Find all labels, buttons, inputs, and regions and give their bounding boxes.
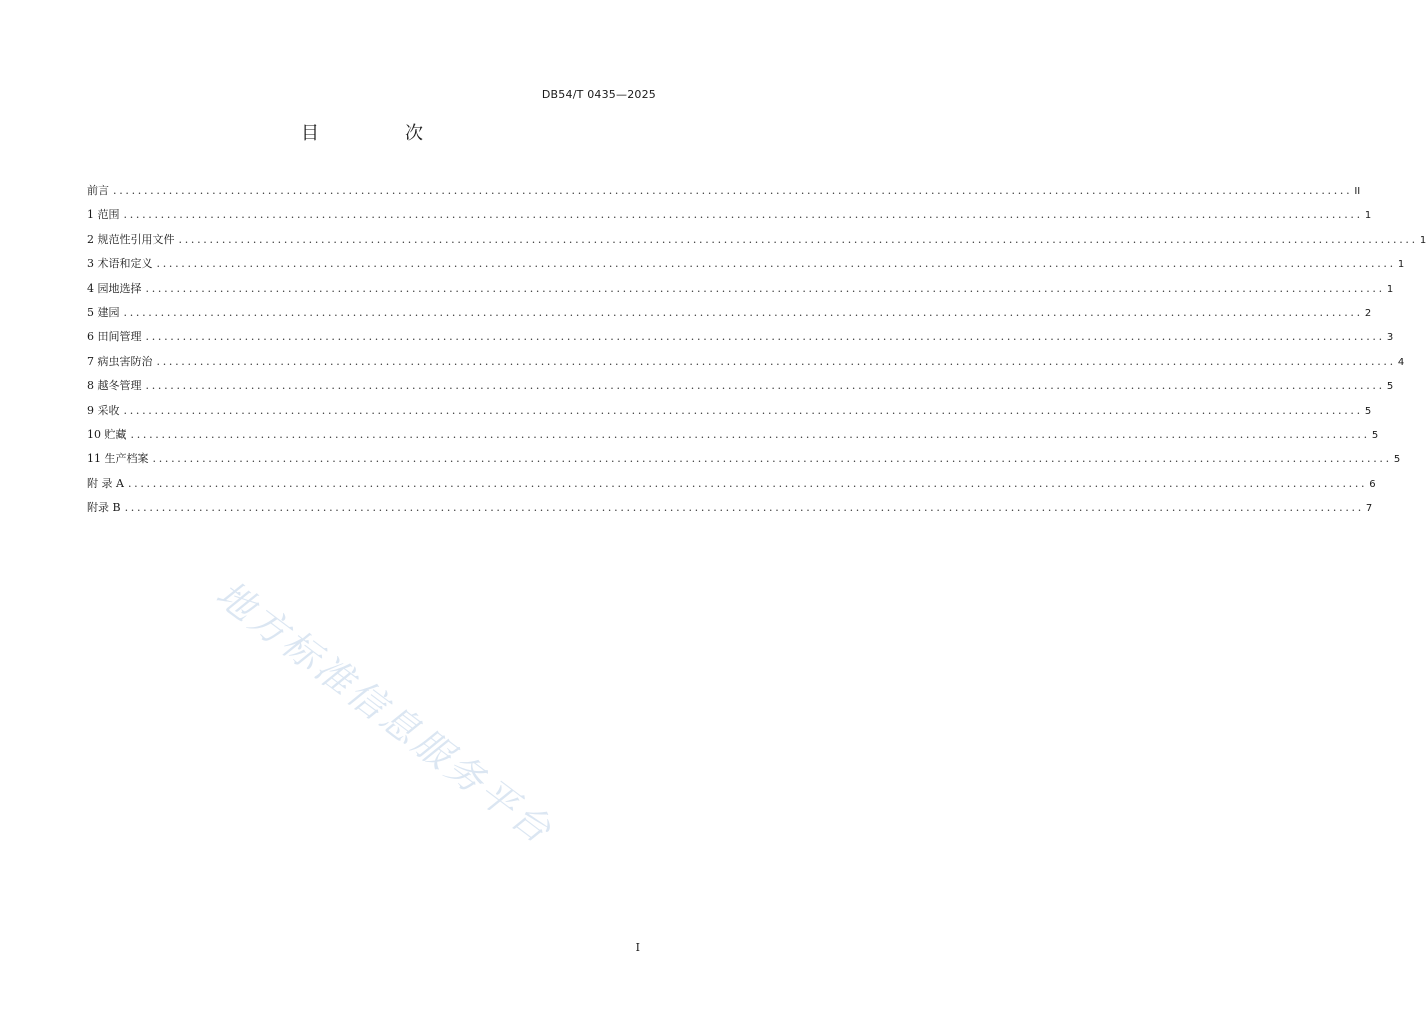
toc-dot-leader: ........................................................................................................................................................................................................ bbox=[156, 354, 1396, 368]
toc-item-overwintering[interactable] bbox=[87, 376, 1394, 400]
toc-item-scope[interactable] bbox=[87, 205, 1372, 229]
toc-item-production-records[interactable] bbox=[87, 449, 1401, 473]
toc-dot-leader: ........................................................................................................................................................................................................ bbox=[127, 476, 1368, 490]
toc-dot-leader: ........................................................................................................................................................................................................ bbox=[178, 232, 1418, 246]
toc-dot-leader: ........................................................................................................................................................................................................ bbox=[145, 330, 1385, 344]
toc-item-label: 2 规范性引用文件 bbox=[87, 232, 175, 246]
toc-dot-leader: ........................................................................................................................................................................................................ bbox=[113, 184, 1353, 197]
toc-item-label: 6 田间管理 bbox=[87, 330, 142, 344]
standard-code: DB54/T 0435—2025 bbox=[541, 88, 656, 101]
toc-dot-leader: ........................................................................................................................................................................................................ bbox=[123, 403, 1363, 417]
toc-dot-leader: ........................................................................................................................................................................................................ bbox=[123, 305, 1363, 319]
table-of-contents bbox=[87, 181, 1426, 522]
toc-item-label: 附 录 A bbox=[87, 476, 124, 490]
toc-dot-leader: ........................................................................................................................................................................................................ bbox=[123, 208, 1363, 222]
page-title: 目 次 bbox=[301, 123, 457, 144]
toc-item-foreword[interactable] bbox=[87, 181, 1361, 205]
toc-item-page: 2 bbox=[1364, 307, 1372, 319]
toc-item-page: 1 bbox=[1397, 259, 1405, 271]
toc-dot-leader: ........................................................................................................................................................................................................ bbox=[156, 257, 1396, 271]
toc-item-page: 5 bbox=[1386, 381, 1394, 393]
toc-dot-leader: ........................................................................................................................................................................................................ bbox=[145, 379, 1385, 393]
toc-item-page: 1 bbox=[1364, 210, 1372, 222]
toc-item-label: 4 园地选择 bbox=[87, 281, 142, 295]
toc-item-harvest[interactable] bbox=[87, 401, 1372, 425]
toc-item-page: 4 bbox=[1397, 356, 1405, 368]
toc-item-terms-definitions[interactable] bbox=[87, 254, 1405, 278]
toc-dot-leader: ........................................................................................................................................................................................................ bbox=[124, 501, 1364, 515]
toc-item-label: 10 贮藏 bbox=[87, 427, 127, 441]
toc-item-page: 5 bbox=[1393, 454, 1401, 466]
toc-item-field-management[interactable] bbox=[87, 327, 1394, 351]
toc-item-establishment[interactable] bbox=[87, 303, 1372, 327]
toc-item-label: 5 建园 bbox=[87, 305, 120, 319]
toc-dot-leader: ........................................................................................................................................................................................................ bbox=[152, 452, 1392, 466]
toc-dot-leader: ........................................................................................................................................................................................................ bbox=[130, 427, 1370, 441]
toc-item-storage[interactable] bbox=[87, 425, 1379, 449]
toc-item-label: 8 越冬管理 bbox=[87, 379, 142, 393]
toc-item-label: 3 术语和定义 bbox=[87, 257, 153, 271]
toc-item-site-selection[interactable] bbox=[87, 279, 1394, 303]
toc-item-appendix-a[interactable] bbox=[87, 474, 1376, 498]
toc-item-page: 5 bbox=[1371, 429, 1379, 441]
toc-item-label: 11 生产档案 bbox=[87, 452, 149, 466]
toc-item-page: 1 bbox=[1419, 234, 1426, 246]
toc-item-pest-control[interactable] bbox=[87, 352, 1405, 376]
toc-item-label: 附录 B bbox=[87, 501, 121, 515]
watermark: 地方标准信息服务平台 bbox=[208, 572, 562, 854]
toc-item-page: II bbox=[1354, 186, 1361, 197]
toc-dot-leader: ........................................................................................................................................................................................................ bbox=[145, 281, 1385, 295]
toc-item-page: 1 bbox=[1386, 283, 1394, 295]
page-number: I bbox=[635, 941, 640, 954]
toc-item-label: 9 采收 bbox=[87, 403, 120, 417]
toc-item-page: 7 bbox=[1365, 503, 1373, 515]
toc-item-label: 前言 bbox=[87, 184, 109, 197]
toc-item-label: 1 范围 bbox=[87, 208, 120, 222]
toc-item-page: 3 bbox=[1386, 332, 1394, 344]
toc-item-appendix-b[interactable] bbox=[87, 498, 1373, 522]
toc-item-page: 5 bbox=[1364, 405, 1372, 417]
toc-item-label: 7 病虫害防治 bbox=[87, 354, 153, 368]
toc-item-normative-references[interactable] bbox=[87, 230, 1426, 254]
toc-item-page: 6 bbox=[1369, 478, 1376, 490]
